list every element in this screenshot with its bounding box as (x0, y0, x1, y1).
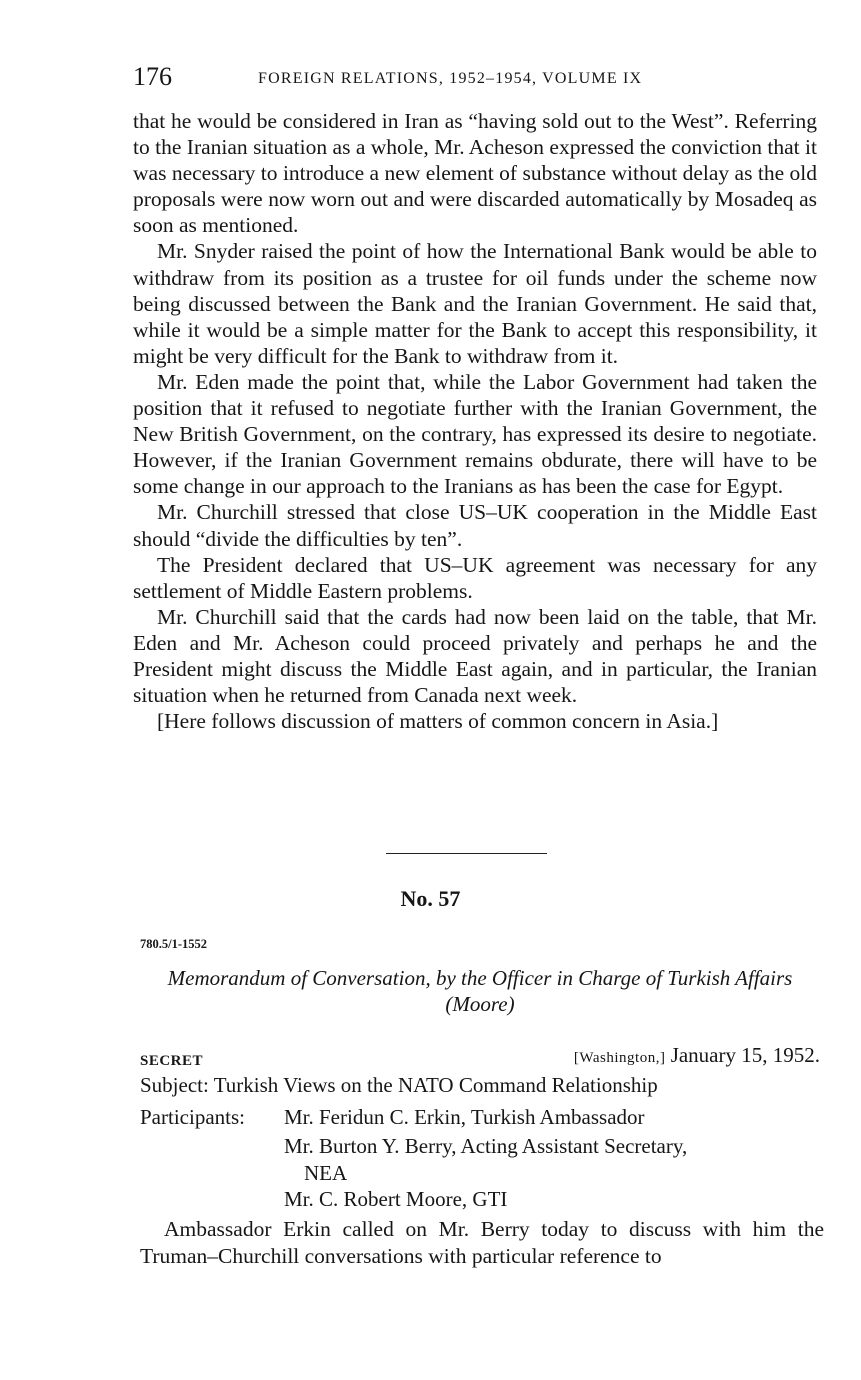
paragraph: Mr. Snyder raised the point of how the International Bank would be able to withdraw from its position as a trustee for oil funds under the scheme now being discussed between the Bank and the Iranian Government. He said that, while it would be a simple matter for the Bank to accept this responsibility, it might be very difficult for the Bank to withdraw from it. (133, 239, 817, 368)
file-number: 780.5/1-1552 (140, 937, 208, 951)
section-divider (386, 853, 547, 854)
participants-label: Participants: (140, 1105, 245, 1129)
memo-title: Memorandum of Conversation, by the Officer in Charge of Turkish Affairs (Moore) (167, 966, 793, 1016)
paragraph: Mr. Churchill said that the cards had now been laid on the table, that Mr. Eden and Mr. Acheson could proceed privately and perhaps he and the President might discuss the Middle East again, and in particular, the Iranian situation when he returned from Canada next week. (133, 604, 817, 708)
page-header (133, 62, 813, 92)
participant: Mr. C. Robert Moore, GTI (284, 1187, 508, 1211)
paragraph: that he would be considered in Iran as “having sold out to the West”. Referring to the Iranian situation as a whole, Mr. Acheson expressed the conviction that it was necessary to introduce a new element of substance without delay as the old proposals were now worn out and were discarded automatically by Mosadeq as soon as mentioned. (133, 109, 817, 238)
document-number: No. 57 (400, 886, 461, 911)
dateline (574, 1043, 820, 1068)
body-text (133, 108, 817, 734)
paragraph: The President declared that US–UK agreement was necessary for any settlement of Middle Eastern problems. (133, 552, 817, 603)
paragraph: Mr. Eden made the point that, while the Labor Government had taken the position that it refused to negotiate further with the Iranian Government, the New British Government, on the contrary, has expressed its desire to negotiate. However, if the Iranian Government remains obdurate, there will have to be some change in our approach to the Iranians as has been the case for Egypt. (133, 369, 817, 499)
opening-paragraph (140, 1216, 824, 1269)
paragraph: Mr. Churchill stressed that close US–UK cooperation in the Middle East should “divide the difficulties by ten”. (133, 500, 817, 551)
subject-line: Subject: Turkish Views on the NATO Command Relationship (140, 1073, 658, 1097)
page-number: 176 (133, 62, 172, 91)
participant-continuation: NEA (304, 1161, 348, 1185)
participant: Mr. Feridun C. Erkin, Turkish Ambassador (284, 1105, 645, 1129)
participant: Mr. Burton Y. Berry, Acting Assistant Secretary, (284, 1134, 688, 1158)
paragraph: Ambassador Erkin called on Mr. Berry today to discuss with him the Truman–Churchill conversations with particular reference to (140, 1217, 824, 1268)
running-head: FOREIGN RELATIONS, 1952–1954, VOLUME IX (258, 70, 643, 87)
dateline-place: [Washington,] (573, 1050, 666, 1066)
classification-label: SECRET (140, 1053, 204, 1069)
dateline-date: January 15, 1952. (670, 1043, 820, 1067)
paragraph: [Here follows discussion of matters of common concern in Asia.] (157, 709, 719, 734)
